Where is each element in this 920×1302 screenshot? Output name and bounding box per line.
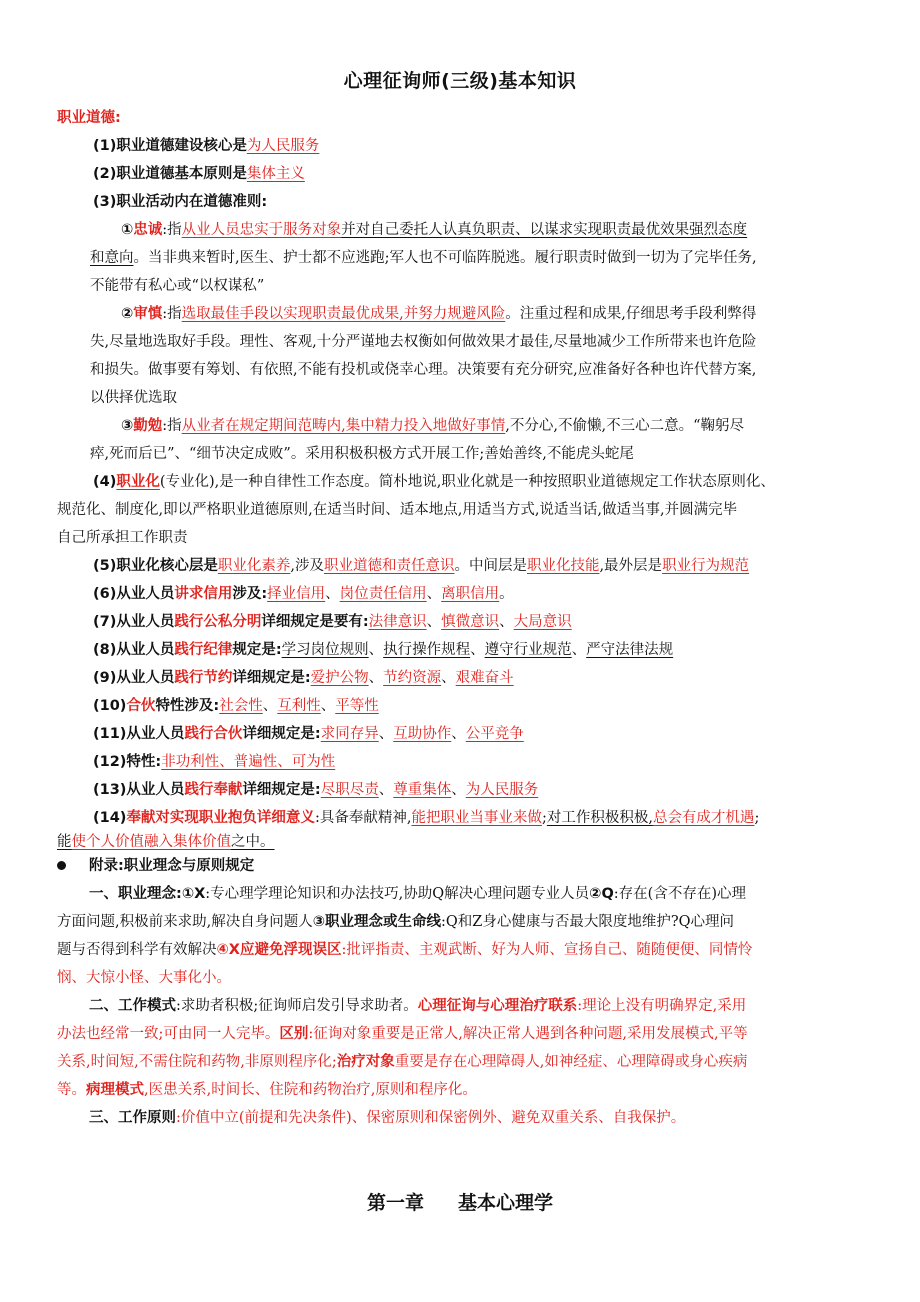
item-13-term: 践行奉献 — [184, 782, 243, 798]
appendix-p2-line-3 — [57, 1052, 747, 1072]
appendix-p1-text-b: :存在(含不存在)心理 — [613, 886, 746, 902]
item-4-line-2: 规范化、制度化,即以严格职业道德原则,在适当时间、适本地点,用适当方式,说适当话,做适当事,并圆满完毕 — [57, 502, 738, 518]
item-1-label: (1)职业道德建设核心是 — [93, 138, 247, 154]
appendix-p3-text: :价值中立(前提和先决条件)、保密原则和保密例外、避免双重关系、自我保护。 — [176, 1110, 686, 1126]
item-9-value-2: 节约资源 — [383, 670, 442, 686]
item-6-value-1: 择业信用 — [267, 586, 326, 602]
separator: 、 — [441, 670, 456, 686]
criterion-3-line-1 — [121, 416, 744, 436]
criterion-3-definition: 从业者在规定期间范畴内,集中精力投入地做好事情 — [181, 418, 506, 434]
criterion-1-prefix: :指 — [162, 222, 182, 238]
criterion-2-line-4: 以供择优选取 — [90, 390, 177, 406]
appendix-p1-line-2 — [57, 912, 734, 932]
appendix-heading: 附录:职业理念与原则规定 — [89, 858, 255, 874]
separator: 、 — [368, 642, 384, 658]
item-7-label: (7)从业人员 — [93, 614, 175, 630]
criterion-3-prefix: :指 — [162, 418, 182, 434]
item-12-value: 非功利性、普遍性、可为性 — [161, 754, 336, 770]
item-11-term: 践行合伙 — [184, 726, 243, 742]
separator: 、 — [470, 642, 485, 658]
appendix-p2-line-2 — [57, 1024, 748, 1044]
separator: 、 — [262, 698, 278, 714]
item-11-label: (11)从业人员 — [93, 726, 185, 742]
item-13-value-2: 尊重集体 — [393, 782, 452, 798]
item-13-label: (13)从业人员 — [93, 782, 185, 798]
criterion-2-text-a: 。注重过程和成果,仔细思考手段利弊得 — [505, 306, 757, 322]
item-14-value-2: 对工作积极积极, — [546, 810, 653, 826]
criterion-3-number: ③ — [121, 418, 134, 434]
item-5-middle: 职业化技能 — [526, 558, 600, 574]
item-7-label-b: 详细规定是要有: — [261, 614, 369, 630]
item-5-label: (5)职业化核心层是 — [93, 558, 218, 574]
item-10-term: 合伙 — [126, 698, 156, 714]
item-6-value-2: 岗位责任信用 — [339, 586, 427, 602]
appendix-p2-line-1 — [89, 996, 746, 1016]
criterion-2-line-1 — [121, 304, 756, 324]
item-3: (3)职业活动内在道德准则: — [93, 194, 268, 210]
item-8-value-4: 严守法律法规 — [586, 642, 674, 658]
appendix-p1-text-c: 方面问题,积极前来求助,解决自身问题人 — [57, 914, 313, 930]
item-5-text-b: 。中间层是 — [454, 558, 527, 574]
item-14-line-2 — [57, 832, 275, 852]
item-9-label-b: 详细规定是: — [232, 670, 311, 686]
item-10-value-3: 平等性 — [335, 698, 379, 714]
item-1 — [93, 136, 319, 156]
item-11-value-1: 求同存异 — [320, 726, 379, 742]
appendix-p1-text-e: 题与否得到科学有效解决 — [57, 942, 217, 958]
item-8 — [93, 640, 673, 660]
item-10-number: (10) — [93, 698, 127, 714]
appendix-p1-x: ①X — [181, 886, 206, 902]
item-4-line-3: 自己所承担工作职责 — [57, 530, 188, 546]
item-4-line-1 — [93, 472, 775, 492]
item-5-text-a: ,涉及 — [290, 558, 324, 574]
item-10 — [93, 696, 379, 716]
item-2-value: 集体主义 — [246, 166, 305, 182]
criterion-1-term: 忠诚 — [133, 222, 163, 238]
item-7-value-3: 大局意识 — [513, 614, 572, 630]
item-5-core: 职业化素养 — [217, 558, 291, 574]
item-2-label: (2)职业道德基本原则是 — [93, 166, 247, 182]
item-14-value-4: 使个人价值融入集体价值 — [71, 834, 231, 850]
item-8-term: 践行纪律 — [174, 642, 233, 658]
criterion-3-term: 勤勉 — [133, 418, 163, 434]
item-11 — [93, 724, 524, 744]
criterion-2-prefix: :指 — [162, 306, 182, 322]
separator: 、 — [426, 614, 442, 630]
separator: 、 — [571, 642, 587, 658]
chapter-number: 第一章 — [366, 1192, 424, 1214]
item-13-value-1: 尽职尽责 — [320, 782, 379, 798]
item-11-value-3: 公平竞争 — [465, 726, 524, 742]
separator: 、 — [325, 586, 340, 602]
item-4-text-a: (专业化),是一种自律性工作态度。简朴地说,职业化就是一种按照职业道德规定工作状态原则化、 — [159, 474, 775, 490]
appendix-p2-text-b: :理论上没有明确界定,采用 — [577, 998, 747, 1014]
item-6-value-3: 离职信用 — [441, 586, 500, 602]
item-12-label: (12)特性: — [93, 754, 162, 770]
appendix-p2-text-g: 等。 — [57, 1082, 86, 1098]
appendix-p1-avoid: ④X应避免浮现误区 — [216, 942, 342, 958]
semicolon: ; — [541, 810, 547, 826]
criterion-3-text-a: ,不分心,不偷懒,不三心二意。“鞠躬尽 — [505, 418, 745, 434]
appendix-p2-label: 二、工作模式 — [89, 998, 176, 1014]
appendix-p3-label: 三、工作原则 — [89, 1110, 176, 1126]
criterion-1-definition-b: 并对自己委托人认真负职责、以谋求实现职责最优效果强烈态度 — [341, 222, 748, 238]
item-8-label: (8)从业人员 — [93, 642, 175, 658]
appendix-p1-line-3 — [57, 940, 752, 960]
appendix-p1-label: 一、职业理念: — [89, 886, 182, 902]
criterion-1-text-a: 。当非典来暂时,医生、护士都不应逃跑;军人也不可临阵脱逃。履行职责时做到一切为了完毕任务, — [133, 250, 757, 266]
item-8-value-3: 遵守行业规范 — [484, 642, 572, 658]
appendix-p2-link-term: 心理征询与心理治疗联系 — [417, 998, 578, 1014]
item-6 — [93, 584, 514, 604]
item-14-text-b: 能 — [57, 834, 72, 850]
appendix-p1-q: ②Q — [589, 886, 614, 902]
separator: 、 — [426, 586, 442, 602]
criterion-2-line-3: 和损失。做事要有筹划、有依照,不能有投机或侥幸心理。决策要有充分研究,应准备好各种也许代替方案, — [90, 362, 757, 378]
item-14-line-1 — [93, 808, 759, 828]
item-14-term: 奉献对实现职业抱负详细意义 — [126, 810, 315, 826]
item-11-value-2: 互助协作 — [393, 726, 452, 742]
item-7-term: 践行公私分明 — [174, 614, 262, 630]
criterion-1-line-2 — [90, 248, 757, 268]
criterion-1-line-1 — [121, 220, 747, 240]
separator: 、 — [499, 614, 514, 630]
item-7-value-1: 法律意识 — [368, 614, 427, 630]
appendix-p2-pathology-model: 病理模式 — [86, 1082, 144, 1098]
item-11-label-b: 详细规定是: — [242, 726, 321, 742]
separator: 、 — [451, 726, 466, 742]
item-14-text-a: :具备奉献精神, — [314, 810, 412, 826]
item-13 — [93, 780, 538, 800]
item-8-value-2: 执行操作规程 — [383, 642, 471, 658]
appendix-p1-line-1 — [89, 884, 746, 904]
item-6-term: 讲求信用 — [174, 586, 233, 602]
separator: 、 — [368, 670, 384, 686]
appendix-p2-text-f: 重要是存在心理障碍人,如神经症、心理障碍或身心疾病 — [394, 1054, 748, 1070]
item-12 — [93, 752, 335, 772]
separator: 、 — [320, 698, 336, 714]
appendix-p1-text-a: :专心理学理论知识和办法技巧,协助Q解决心理问题专业人员 — [205, 886, 590, 902]
bullet-icon — [57, 861, 66, 870]
criterion-3-line-2: 瘁,死而后已”、“细节决定成败”。采用积极积极方式开展工作;善始善终,不能虎头蛇尾 — [90, 446, 634, 462]
item-13-value-3: 为人民服务 — [465, 782, 539, 798]
appendix-p1-line-4: 悯、大惊小怪、大事化小。 — [57, 970, 231, 986]
appendix-p2-text-c: 办法也经常一致;可由同一人完毕。 — [57, 1026, 280, 1042]
item-4-term: 职业化 — [116, 474, 160, 490]
appendix-p1-avoid-list: :批评指责、主观武断、好为人师、宣扬自己、随随便便、同情怜 — [341, 942, 753, 958]
appendix-p2-text-a: :求助者积极;征询师启发引导求助者。 — [176, 998, 418, 1014]
item-5 — [93, 556, 749, 576]
criterion-2-number: ② — [121, 306, 134, 322]
item-8-label-b: 规定是: — [232, 642, 282, 658]
item-9-value-3: 艰难奋斗 — [455, 670, 514, 686]
item-4-number: (4) — [93, 474, 117, 490]
item-14-value-1: 能把职业当事业来做 — [411, 810, 542, 826]
item-9-value-1: 爱护公物 — [310, 670, 369, 686]
item-2 — [93, 164, 305, 184]
item-9-term: 践行节约 — [174, 670, 233, 686]
item-9-label: (9)从业人员 — [93, 670, 175, 686]
criterion-1-line-3: 不能带有私心或“以权谋私” — [90, 278, 265, 294]
section-heading: 职业道德: — [57, 110, 121, 126]
chapter-heading — [0, 1188, 920, 1215]
chapter-name: 基本心理学 — [458, 1192, 554, 1214]
separator: 、 — [378, 782, 394, 798]
item-10-value-1: 社会性 — [219, 698, 263, 714]
criterion-2-term: 审慎 — [133, 306, 163, 322]
appendix-p2-text-d: :征询对象重要是正常人,解决正常人遇到各种问题,采用发展模式,平等 — [308, 1026, 748, 1042]
item-13-label-b: 详细规定是: — [242, 782, 321, 798]
appendix-p2-text-h: ,医患关系,时间长、住院和药物治疗,原则和程序化。 — [144, 1082, 477, 1098]
item-5-text-c: ,最外层是 — [599, 558, 663, 574]
criterion-1-number: ① — [121, 222, 134, 238]
item-9 — [93, 668, 514, 688]
page-title: 心理征询师(三级)基本知识 — [343, 70, 577, 92]
item-10-value-2: 互利性 — [277, 698, 321, 714]
item-5-core-content: 职业道德和责任意识 — [323, 558, 455, 574]
item-10-label: 特性涉及: — [155, 698, 220, 714]
appendix-p3 — [89, 1108, 685, 1128]
appendix-p2-therapy-object: 治疗对象 — [336, 1054, 395, 1070]
item-7-value-2: 慎微意识 — [441, 614, 500, 630]
appendix-p2-difference: 区别 — [279, 1026, 309, 1042]
separator: 、 — [451, 782, 466, 798]
criterion-2-line-2: 失,尽量地选取好手段。理性、客观,十分严谨地去权衡如何做效果才最佳,尽量地减少工作所带来也许危险 — [90, 334, 757, 350]
criterion-1-definition-c: 和意向 — [90, 250, 134, 266]
appendix-p1-text-d: :Q和Z身心健康与否最大限度地维护?Q心理问 — [441, 914, 735, 930]
item-14-value-3: 总会有成才机遇 — [652, 810, 755, 826]
item-14-text-c: 之中。 — [231, 834, 275, 850]
appendix-p2-line-4 — [57, 1080, 477, 1100]
item-7 — [93, 612, 572, 632]
appendix-p2-text-e: 关系,时间短,不需住院和药物,非原则程序化; — [57, 1054, 337, 1070]
item-6-label: (6)从业人员 — [93, 586, 175, 602]
semicolon: ; — [754, 810, 760, 826]
item-5-outer: 职业行为规范 — [662, 558, 750, 574]
item-6-label-b: 涉及: — [232, 586, 268, 602]
appendix-p1-lifeline: ③职业理念或生命线 — [312, 914, 441, 930]
separator: 、 — [378, 726, 394, 742]
item-8-value-1: 学习岗位规则 — [281, 642, 369, 658]
period: 。 — [499, 586, 514, 602]
criterion-2-definition: 选取最佳手段以实现职责最优成果,并努力规避风险 — [181, 306, 506, 322]
item-14-number: (14) — [93, 810, 127, 826]
criterion-1-definition-a: 从业人员忠实于服务对象 — [181, 222, 342, 238]
item-1-value: 为人民服务 — [246, 138, 320, 154]
